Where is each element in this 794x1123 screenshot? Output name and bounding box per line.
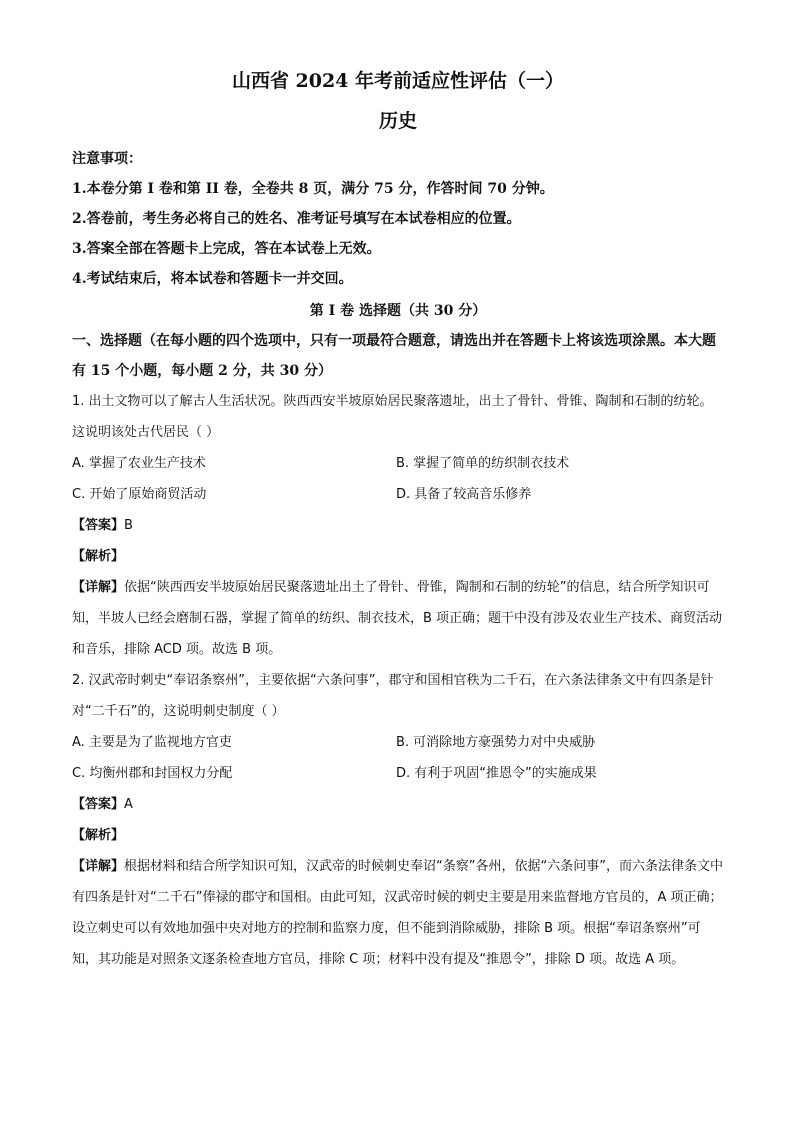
analysis-line: [72, 820, 724, 851]
analysis-tag: 【解析】: [72, 549, 125, 564]
options-grid: [72, 448, 724, 510]
part-heading: 一、选择题（在每小题的四个选项中，只有一项最符合题意，请选出并在答题卡上将该选项涂黑。本大题有 15 个小题，每小题 2 分，共 30 分）: [72, 333, 716, 379]
notice-item: 2.答卷前，考生务必将自己的姓名、准考证号填写在本试卷相应的位置。: [72, 211, 521, 227]
analysis-tag: 【解析】: [72, 828, 125, 843]
option-a: A. 掌握了农业生产技术: [72, 456, 206, 471]
section-title: 第 I 卷 选择题（共 30 分）: [309, 303, 487, 319]
options-grid: [72, 727, 724, 789]
subject-title: 历史: [378, 110, 417, 132]
detail-tag: 【详解】: [72, 580, 125, 595]
answer-tag: 【答案】: [72, 797, 125, 812]
question-stem: 1. 出土文物可以了解古人生活状况。陕西西安半坡原始居民聚落遗址，出土了骨针、骨锥、陶制和石制的纺轮。这说明该处古代居民（ ）: [72, 394, 713, 440]
notice-item: 1.本卷分第 I 卷和第 II 卷，全卷共 8 页，满分 75 分，作答时间 70 分钟。: [72, 181, 554, 197]
option-c: C. 开始了原始商贸活动: [72, 487, 207, 502]
answer-line: [72, 789, 724, 820]
notice-block: [72, 144, 724, 294]
option-b: B. 可消除地方豪强势力对中央威胁: [396, 735, 596, 750]
question-block: [72, 386, 724, 665]
question-block: [72, 665, 724, 975]
answer-value: A: [124, 797, 133, 812]
notice-item: 3.答案全部在答题卡上完成，答在本试卷上无效。: [72, 241, 381, 257]
analysis-line: [72, 541, 724, 572]
detail-text: 根据材料和结合所学知识可知，汉武帝的时候刺史奉诏“条察”各州，依据“六条问事”，而六条法律条文中有四条是针对“二千石”俸禄的郡守和国相。由此可知，汉武帝时候的刺史主要是用来监督地方官员的，A 项正确；设立刺史可以有效地加强中央对地方的控制和监察力度，但不能到消除威胁，排除 B 项。根据“奉诏条察州”可知，其功能是对照条文逐条检查地方官员，排除 C 项；材料中没有提及“推恩令”，排除 D 项。故选 A 项。: [72, 859, 723, 967]
option-a: A. 主要是为了监视地方官吏: [72, 735, 232, 750]
notice-heading: 注意事项：: [72, 151, 142, 167]
question-stem: 2. 汉武帝时刺史“奉诏条察州”，主要依据“六条问事”，郡守和国相官秩为二千石，在六条法律条文中有四条是针对“二千石”的，这说明刺史制度（ ）: [72, 673, 714, 719]
answer-tag: 【答案】: [72, 518, 125, 533]
detail-tag: 【详解】: [72, 859, 125, 874]
exam-title: 山西省 2024 年考前适应性评估（一）: [231, 70, 565, 92]
notice-item: 4.考试结束后，将本试卷和答题卡一并交回。: [72, 271, 353, 287]
detail-text: 依据“陕西西安半坡原始居民聚落遗址出土了骨针、骨锥，陶制和石制的纺轮”的信息，结合所学知识可知，半坡人已经会磨制石器，掌握了简单的纺织、制衣技术，B 项正确；题干中没有涉及农业生产技术、商贸活动和音乐，排除 ACD 项。故选 B 项。: [72, 580, 723, 657]
option-d: D. 具备了较高音乐修养: [396, 487, 532, 502]
exam-page: [72, 64, 724, 975]
option-b: B. 掌握了简单的纺织制衣技术: [396, 456, 570, 471]
answer-value: B: [124, 518, 133, 533]
detail-paragraph: [72, 572, 724, 665]
option-d: D. 有利于巩固“推恩令”的实施成果: [396, 766, 597, 781]
option-c: C. 均衡州郡和封国权力分配: [72, 766, 233, 781]
detail-paragraph: [72, 851, 724, 975]
answer-line: [72, 510, 724, 541]
